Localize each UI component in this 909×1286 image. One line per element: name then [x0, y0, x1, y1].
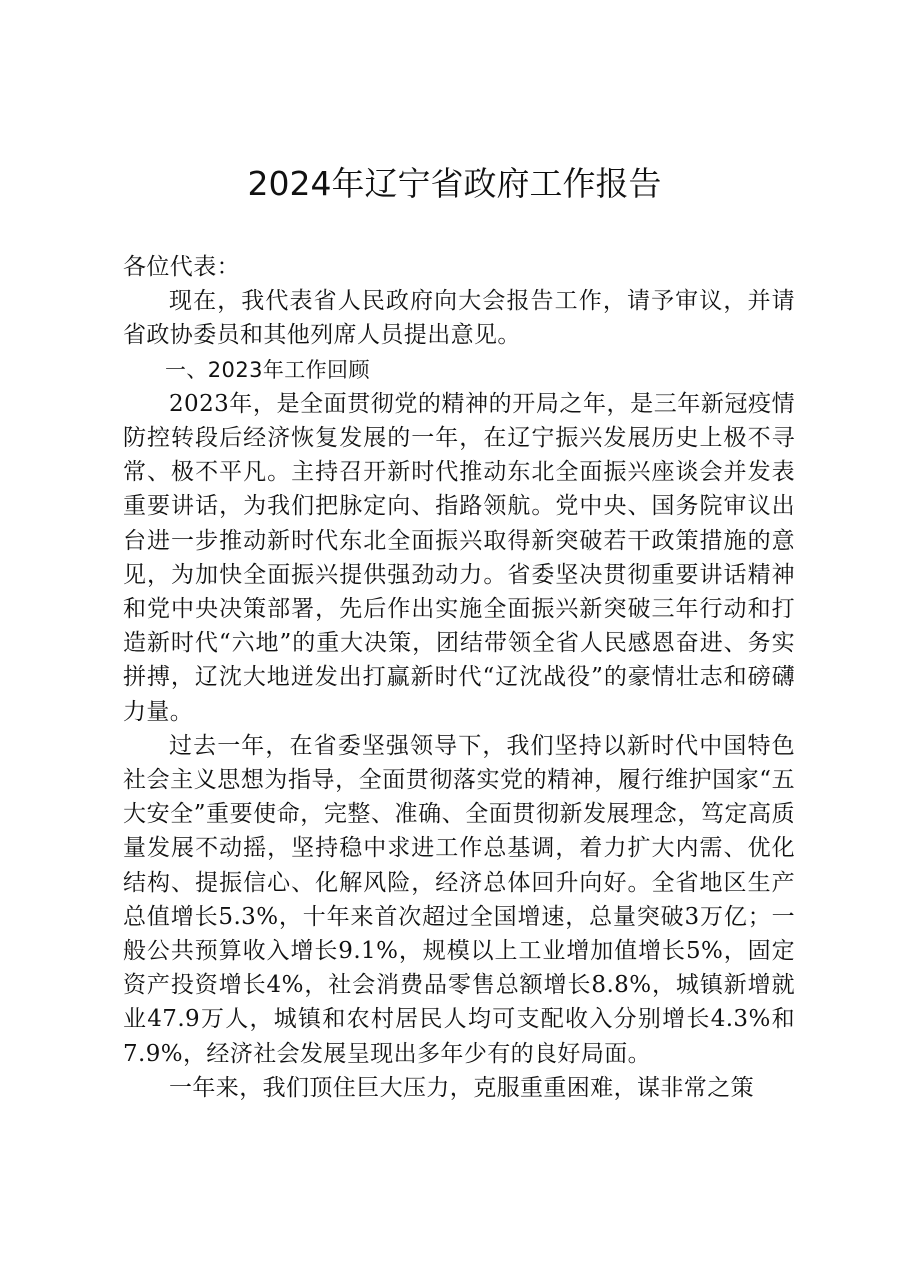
body-paragraph: 一年来，我们顶住巨大压力，克服重重困难，谋非常之策 — [169, 1074, 754, 1101]
body-paragraph: 2023年，是全面贯彻党的精神的开局之年，是三年新冠疫情防控转段后经济恢复发展的一年，在辽宁振兴发展历史上极不寻常、极不平凡。主持召开新时代推动东北全面振兴座谈会并发表重要讲话，为我们把脉定向、指路领航。党中央、国务院审议出台进一步推动新时代东北全面振兴取得新突破若干政策措施的意见，为加快全面振兴提供强劲动力。省委坚决贯彻重要讲话精神和党中央决策部署，先后作出实施全面振兴新突破三年行动和打造新时代“六地”的重大决策，团结带领全省人民感恩奋进、务实拼搏，辽沈大地迸发出打赢新时代“辽沈战役”的豪情壮志和磅礴力量。 — [123, 390, 795, 725]
body-paragraph: 过去一年，在省委坚强领导下，我们坚持以新时代中国特色社会主义思想为指导，全面贯彻落实党的精神，履行维护国家“五大安全”重要使命，完整、准确、全面贯彻新发展理念，笃定高质量发展不动摇，坚持稳中求进工作总基调，着力扩大内需、优化结构、提振信心、化解风险，经济总体回升向好。全省地区生产总值增长5.3%，十年来首次超过全国增速，总量突破3万亿；一般公共预算收入增长9.1%，规模以上工业增加值增长5%，固定资产投资增长4%，社会消费品零售总额增长8.8%，城镇新增就业47.9万人，城镇和农村居民人均可支配收入分别增长4.3%和7.9%，经济社会发展呈现出多年少有的良好局面。 — [123, 732, 795, 1067]
document-title: 2024年辽宁省政府工作报告 — [247, 164, 662, 203]
section-heading: 一、2023年工作回顾 — [165, 357, 370, 382]
document-body — [123, 250, 795, 1105]
intro-paragraph: 现在，我代表省人民政府向大会报告工作，请予审议，并请省政协委员和其他列席人员提出意见。 — [123, 288, 795, 349]
salutation: 各位代表： — [123, 254, 240, 280]
